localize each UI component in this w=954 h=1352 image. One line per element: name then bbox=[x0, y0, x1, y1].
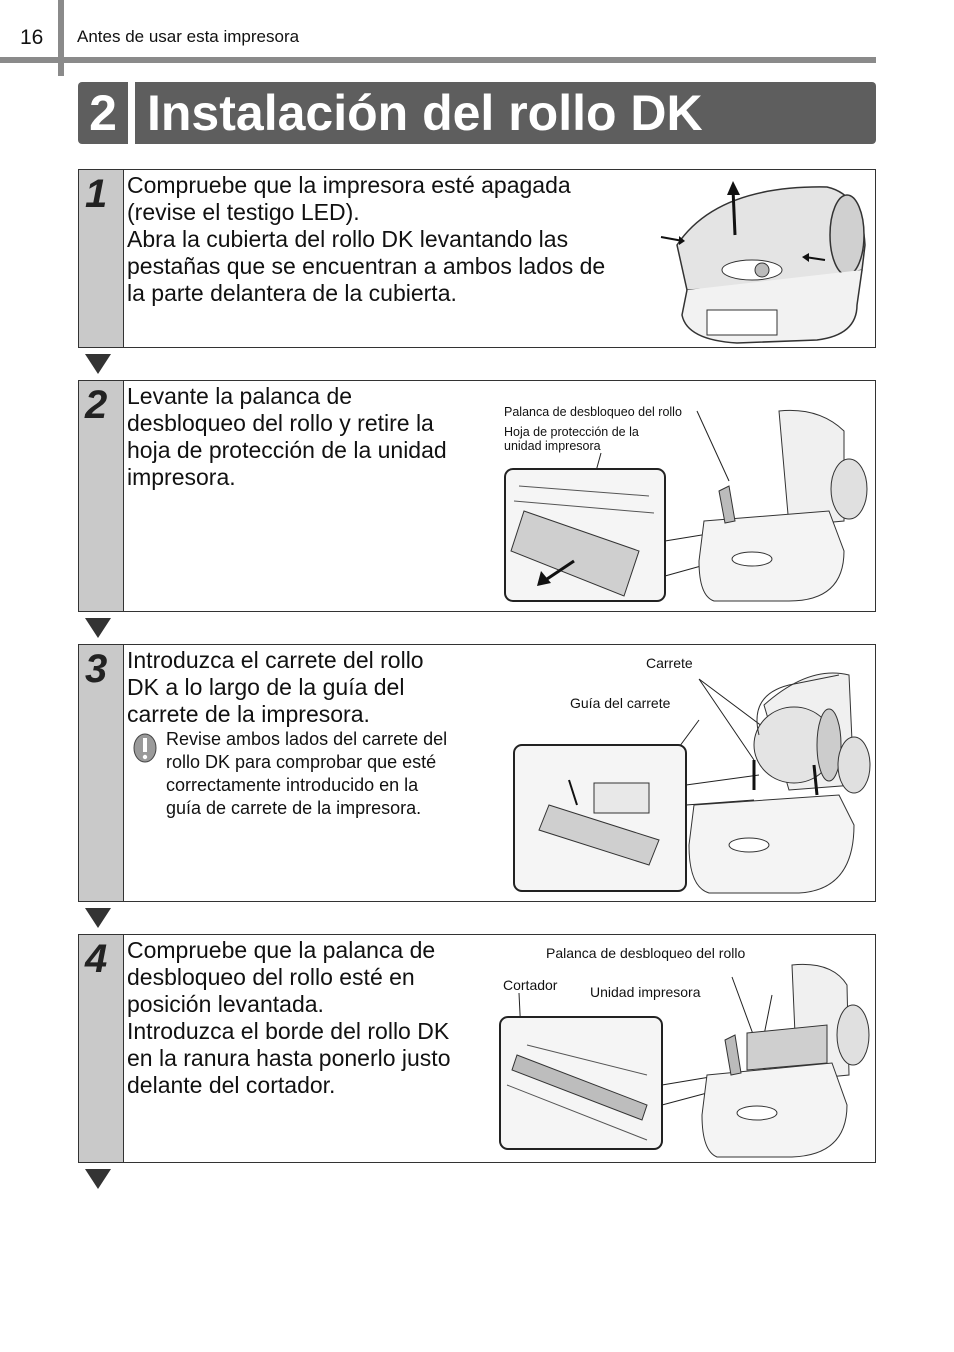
note-line: correctamente introducido en la bbox=[166, 775, 419, 795]
step-line: impresora. bbox=[127, 464, 236, 490]
step-line: (revise el testigo LED). bbox=[127, 199, 360, 225]
step-number: 3 bbox=[85, 647, 108, 691]
step-3 bbox=[78, 644, 876, 902]
step-text bbox=[127, 383, 447, 491]
sheet-label-line2: unidad impresora bbox=[504, 439, 601, 453]
insert-label-illustration bbox=[497, 955, 871, 1160]
step-line: desbloqueo del rollo y retire la bbox=[127, 410, 434, 436]
step-line: desbloqueo del rollo esté en bbox=[127, 964, 415, 990]
triangle-down-icon bbox=[85, 354, 111, 374]
step-line: Introduzca el carrete del rollo bbox=[127, 647, 424, 673]
lever-label: Palanca de desbloqueo del rollo bbox=[546, 945, 746, 961]
lever-label: Palanca de desbloqueo del rollo bbox=[504, 405, 682, 419]
step-text bbox=[127, 937, 451, 1099]
printer-illustration bbox=[657, 175, 869, 345]
header-horizontal-rule bbox=[0, 57, 876, 63]
triangle-down-icon bbox=[85, 1169, 111, 1189]
note-line: Revise ambos lados del carrete del bbox=[166, 729, 448, 749]
step-number: 2 bbox=[85, 383, 108, 427]
step-line: la parte delantera de la cubierta. bbox=[127, 280, 457, 306]
note-line: rollo DK para comprobar que esté bbox=[166, 752, 437, 772]
chapter-number: 2 bbox=[78, 82, 128, 144]
step-line: pestañas que se encuentran a ambos lados de bbox=[127, 253, 606, 279]
note-line: guía de carrete de la impresora. bbox=[166, 798, 422, 818]
release-lever-illustration bbox=[499, 401, 871, 606]
step-line: Compruebe que la impresora esté apagada bbox=[127, 172, 571, 198]
triangle-down-icon bbox=[85, 618, 111, 638]
step-number: 1 bbox=[85, 172, 108, 216]
step-1 bbox=[78, 169, 876, 348]
step-4 bbox=[78, 934, 876, 1163]
step-line: delante del cortador. bbox=[127, 1072, 336, 1098]
step-line: Introduzca el borde del rollo DK bbox=[127, 1018, 450, 1044]
step-line: Abra la cubierta del rollo DK levantando las bbox=[127, 226, 569, 252]
step-line: Compruebe que la palanca de bbox=[127, 937, 436, 963]
page-number: 16 bbox=[20, 26, 44, 49]
step-line: hoja de protección de la unidad bbox=[127, 437, 447, 463]
chapter-title: Instalación del rollo DK bbox=[135, 82, 876, 144]
step-line: Levante la palanca de bbox=[127, 383, 353, 409]
triangle-down-icon bbox=[85, 908, 111, 928]
print-head-label: Unidad impresora bbox=[590, 984, 701, 1000]
step-line: en la ranura hasta ponerlo justo bbox=[127, 1045, 451, 1071]
spool-label: Carrete bbox=[646, 655, 693, 671]
cutter-label: Cortador bbox=[503, 977, 558, 993]
header-vertical-rule bbox=[58, 0, 64, 76]
exclamation-icon bbox=[131, 732, 159, 764]
note-text bbox=[166, 728, 486, 820]
sheet-label-line1: Hoja de protección de la bbox=[504, 425, 639, 439]
step-2 bbox=[78, 380, 876, 612]
step-text bbox=[127, 172, 605, 307]
guide-label: Guía del carrete bbox=[570, 695, 671, 711]
step-line: posición levantada. bbox=[127, 991, 324, 1017]
step-line: carrete de la impresora. bbox=[127, 701, 370, 727]
spool-illustration bbox=[509, 665, 871, 899]
step-line: DK a lo largo de la guía del bbox=[127, 674, 405, 700]
step-number: 4 bbox=[85, 937, 108, 981]
step-text bbox=[127, 647, 424, 728]
section-header: Antes de usar esta impresora bbox=[77, 27, 300, 46]
